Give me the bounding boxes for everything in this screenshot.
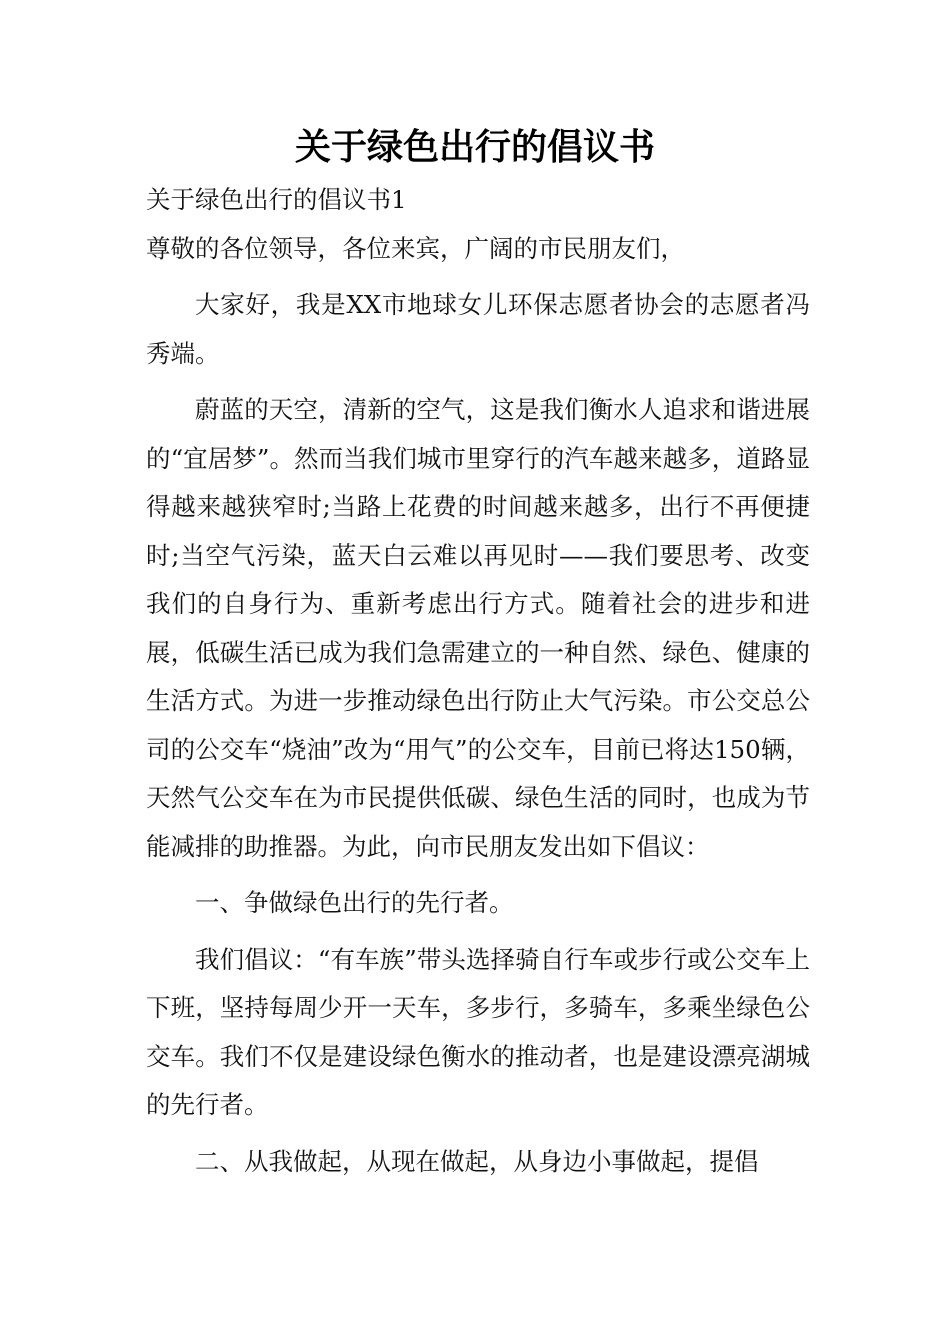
paragraph-intro: 大家好，我是XX市地球女儿环保志愿者协会的志愿者冯秀端。 [146,290,810,368]
proposal-heading-1: 一、争做绿色出行的先行者。 [195,888,514,917]
salutation: 尊敬的各位领导，各位来宾，广阔的市民朋友们， [146,233,685,263]
proposal-heading-2: 二、从我做起，从现在做起，从身边小事做起，提倡 [195,1146,759,1176]
document-title: 关于绿色出行的倡议书 [294,127,655,168]
paragraph-main: 蔚蓝的天空，清新的空气，这是我们衡水人追求和谐进展的“宜居梦”。然而当我们城市里穿行的汽车越来越多，道路显得越来越狭窄时;当路上花费的时间越来越多，出行不再便捷时;当空气污染，蓝天白云难以再见时——我们要思考、改变我们的自身行为、重新考虑出行方式。随着社会的进步和进展，低碳生活已成为我们急需建立的一种自然、绿色、健康的生活方式。为进一步推动绿色出行防止大气污染。市公交总公司的公交车“烧油”改为“用气”的公交车，目前已将达150辆，天然气公交车在为市民提供低碳、绿色生活的同时，也成为节能减排的助推器。为此，向市民朋友发出如下倡议： [146,395,810,861]
document-body [146,176,810,1186]
document-subtitle: 关于绿色出行的倡议书1 [146,185,407,214]
paragraph-proposal-1: 我们倡议：“有车族”带头选择骑自行车或步行或公交车上下班，坚持每周少开一天车，多步行，多骑车，多乘坐绿色公交车。我们不仅是建设绿色衡水的推动者，也是建设漂亮湖城的先行者。 [146,944,810,1119]
